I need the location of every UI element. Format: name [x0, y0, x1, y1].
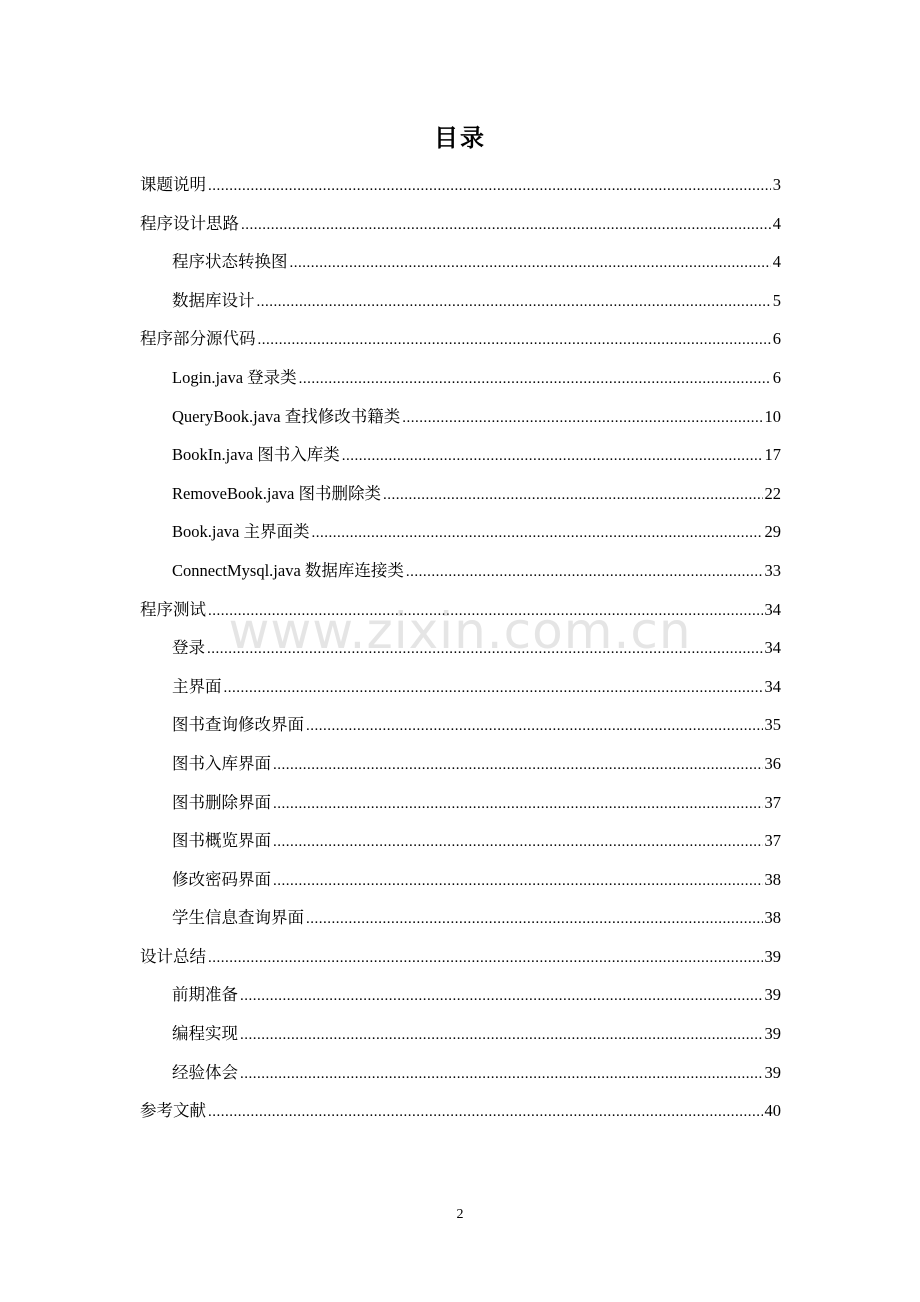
toc-entry-page-number: 10 [764, 406, 781, 426]
dot-leader [240, 1020, 763, 1050]
dot-leader [299, 364, 771, 394]
toc-entry-page-number: 39 [764, 1062, 781, 1082]
dot-leader [240, 1059, 763, 1089]
toc-entry-page-number: 37 [764, 792, 781, 812]
toc-entry-label: 图书概览界面 [172, 831, 271, 851]
toc-entry-label: 主界面 [172, 676, 222, 696]
toc-entry-label: 程序设计思路 [140, 213, 239, 233]
dot-leader [208, 171, 771, 201]
toc-entry-label: 参考文献 [140, 1101, 206, 1121]
toc-entry-label: 修改密码界面 [172, 869, 271, 889]
toc-entry[interactable] [140, 286, 781, 325]
toc-entry-label: 图书查询修改界面 [172, 715, 304, 735]
toc-entry-label: 数据库设计 [172, 290, 255, 310]
toc-entry-label: BookIn.java 图书入库类 [172, 445, 340, 465]
toc-entry[interactable] [140, 633, 781, 672]
dot-leader [208, 596, 763, 626]
dot-leader [273, 866, 763, 896]
toc-entry-page-number: 33 [764, 560, 781, 580]
dot-leader [208, 1097, 763, 1127]
toc-entry-label: 图书入库界面 [172, 753, 271, 773]
toc-entry[interactable] [140, 1096, 781, 1135]
toc-entry-page-number: 40 [764, 1101, 781, 1121]
dot-leader [207, 634, 763, 664]
dot-leader [241, 210, 771, 240]
toc-entry-page-number: 5 [772, 290, 781, 310]
dot-leader [208, 943, 763, 973]
dot-leader [258, 325, 771, 355]
toc-entry-page-number: 22 [764, 483, 781, 503]
toc-entry-page-number: 39 [764, 1024, 781, 1044]
dot-leader [342, 441, 763, 471]
toc-entry[interactable] [140, 402, 781, 441]
toc-entry[interactable] [140, 1058, 781, 1097]
dot-leader [306, 904, 763, 934]
toc-entry-page-number: 6 [772, 367, 781, 387]
toc-entry[interactable] [140, 903, 781, 942]
dot-leader [257, 287, 771, 317]
dot-leader [273, 827, 763, 857]
toc-entry[interactable] [140, 324, 781, 363]
watermark: www.zixin.com.cn [228, 602, 692, 660]
table-of-contents [140, 170, 781, 1135]
toc-entry-page-number: 29 [764, 522, 781, 542]
toc-entry-page-number: 38 [764, 869, 781, 889]
dot-leader [406, 557, 763, 587]
dot-leader [312, 518, 763, 548]
toc-entry[interactable] [140, 865, 781, 904]
toc-entry[interactable] [140, 1019, 781, 1058]
toc-entry-label: 程序测试 [140, 599, 206, 619]
toc-entry[interactable] [140, 247, 781, 286]
toc-entry-label: 登录 [172, 638, 205, 658]
toc-entry-page-number: 4 [772, 213, 781, 233]
toc-entry[interactable] [140, 517, 781, 556]
toc-entry-label: 程序部分源代码 [140, 329, 256, 349]
toc-entry[interactable] [140, 595, 781, 634]
toc-entry-page-number: 17 [764, 445, 781, 465]
toc-entry-page-number: 34 [764, 638, 781, 658]
toc-title: 目录 [434, 124, 486, 152]
toc-entry[interactable] [140, 209, 781, 248]
toc-entry[interactable] [140, 942, 781, 981]
toc-entry-page-number: 34 [764, 676, 781, 696]
toc-entry-page-number: 34 [764, 599, 781, 619]
toc-entry-page-number: 6 [772, 329, 781, 349]
toc-entry-page-number: 36 [764, 753, 781, 773]
dot-leader [240, 981, 763, 1011]
dot-leader [402, 403, 762, 433]
dot-leader [273, 750, 763, 780]
toc-entry[interactable] [140, 440, 781, 479]
toc-entry-page-number: 3 [772, 175, 781, 194]
toc-entry[interactable] [140, 672, 781, 711]
toc-entry-label: 前期准备 [172, 985, 238, 1005]
toc-entry[interactable] [140, 749, 781, 788]
toc-entry-page-number: 39 [764, 946, 781, 966]
toc-entry-label: Book.java 主界面类 [172, 522, 310, 542]
toc-entry[interactable] [140, 479, 781, 518]
dot-leader [383, 480, 763, 510]
toc-entry[interactable] [140, 170, 781, 209]
toc-entry-page-number: 4 [772, 252, 781, 272]
toc-entry[interactable] [140, 556, 781, 595]
toc-entry[interactable] [140, 980, 781, 1019]
toc-entry-label: 课题说明 [140, 175, 206, 194]
toc-entry-label: 经验体会 [172, 1062, 238, 1082]
toc-entry[interactable] [140, 363, 781, 402]
toc-entry[interactable] [140, 710, 781, 749]
dot-leader [290, 248, 771, 278]
dot-leader [306, 711, 763, 741]
toc-entry-label: 设计总结 [140, 946, 206, 966]
toc-entry-page-number: 35 [764, 715, 781, 735]
toc-entry[interactable] [140, 826, 781, 865]
page-number: 2 [456, 1207, 464, 1222]
toc-entry-page-number: 39 [764, 985, 781, 1005]
toc-entry[interactable] [140, 788, 781, 827]
toc-entry-page-number: 38 [764, 908, 781, 928]
dot-leader [224, 673, 763, 703]
toc-entry-label: ConnectMysql.java 数据库连接类 [172, 560, 404, 580]
toc-entry-label: RemoveBook.java 图书删除类 [172, 483, 381, 503]
toc-entry-label: QueryBook.java 查找修改书籍类 [172, 406, 401, 426]
toc-entry-page-number: 37 [764, 831, 781, 851]
toc-entry-label: 程序状态转换图 [172, 252, 288, 272]
toc-entry-label: 学生信息查询界面 [172, 908, 304, 928]
toc-entry-label: Login.java 登录类 [172, 367, 297, 387]
toc-entry-label: 编程实现 [172, 1024, 238, 1044]
toc-entry-label: 图书删除界面 [172, 792, 271, 812]
dot-leader [273, 789, 763, 819]
